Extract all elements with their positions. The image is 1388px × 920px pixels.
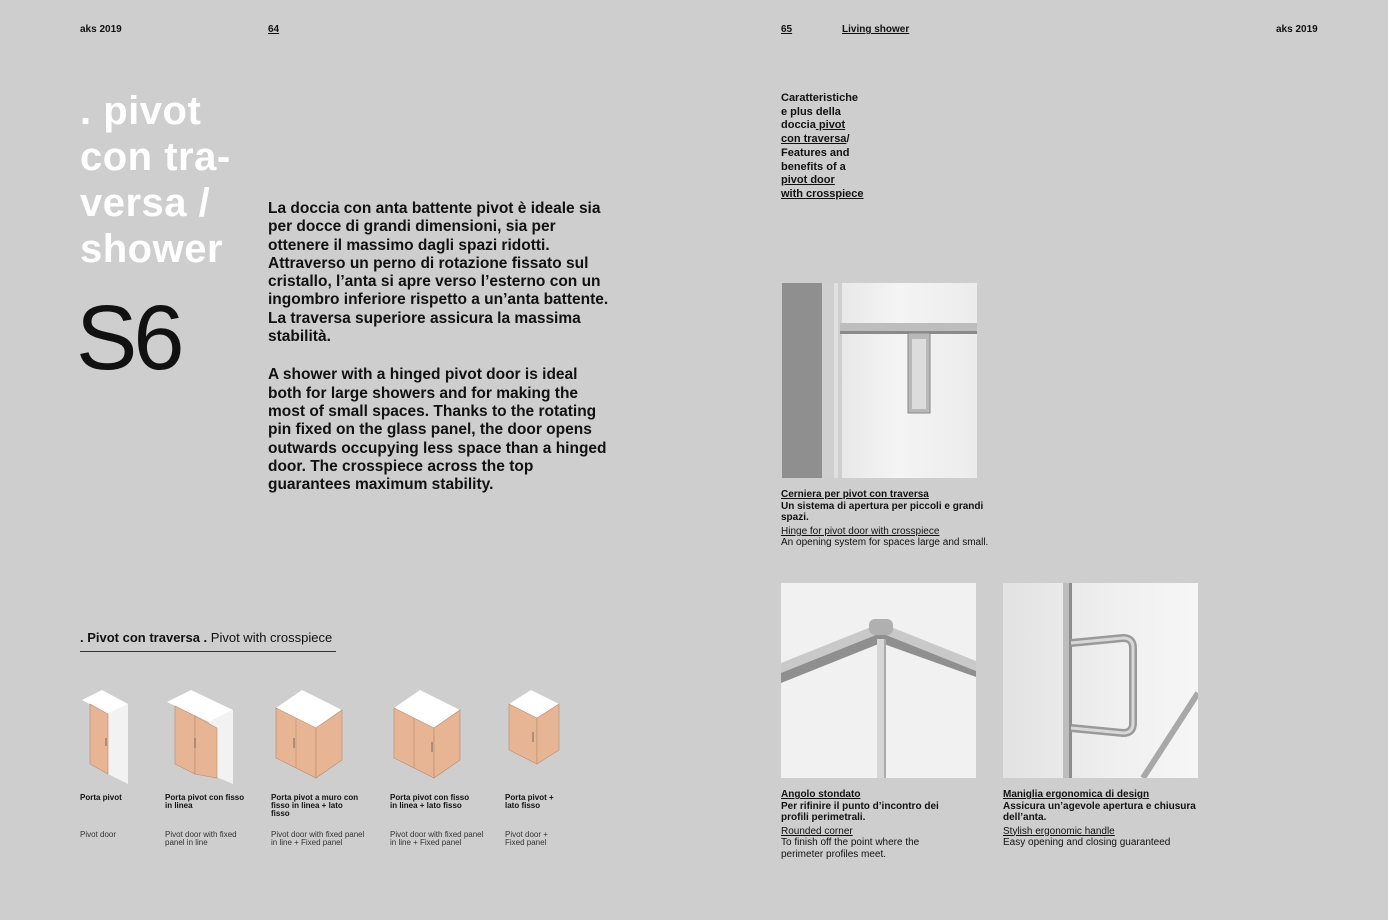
caption-en-title: Stylish ergonomic handle bbox=[1003, 825, 1115, 837]
intro-it: La doccia con anta battente pivot è ideale sia per docce di grandi dimensioni, sia per ottenere il massimo dagli spazi ridotti. Attraverso un perno di rotazione fissato sul cristallo, l’anta si apre verso l’esterno con un ingombro inferiore rispetto a un’anta battente. La traversa superiore assicura la massima stabilità. bbox=[268, 200, 609, 346]
features-heading bbox=[781, 92, 901, 202]
title-line: con tra- bbox=[80, 135, 231, 179]
caption-en: Easy opening and closing guaranteed bbox=[1003, 837, 1171, 848]
page-number-right: 65 bbox=[781, 24, 793, 35]
page-number-left: 64 bbox=[268, 24, 280, 35]
config-label-it: Porta pivot con fisso in linea + lato fisso bbox=[390, 793, 470, 810]
caption-en-title: Hinge for pivot door with crosspiece bbox=[781, 525, 940, 537]
brand-year: 2019 bbox=[99, 24, 122, 35]
config-diagram-3 bbox=[272, 688, 382, 784]
title-line: versa / bbox=[80, 181, 211, 225]
features-word: doccia bbox=[781, 119, 816, 132]
config-label-it: Porta pivot + lato fisso bbox=[505, 793, 554, 810]
features-slash: / bbox=[846, 133, 850, 146]
config-label-en: Pivot door with fixed panel in line + Fixed panel bbox=[390, 830, 484, 847]
caption-rounded-corner bbox=[781, 789, 951, 860]
features-link: con traversa bbox=[781, 133, 847, 146]
features-line: with crosspiece bbox=[781, 187, 864, 200]
config-label-en: Pivot door bbox=[80, 830, 117, 839]
features-link: pivot bbox=[815, 119, 846, 132]
page-title bbox=[80, 88, 270, 272]
configs-label-en: Pivot with crosspiece bbox=[210, 630, 333, 645]
config-diagram-2 bbox=[165, 688, 275, 784]
title-line: . pivot bbox=[80, 89, 202, 133]
caption-title: Maniglia ergonomica di design bbox=[1003, 789, 1150, 800]
config-diagram-5 bbox=[505, 688, 615, 768]
features-line: e plus della bbox=[781, 105, 841, 118]
caption-hinge bbox=[781, 489, 1001, 549]
caption-en: An opening system for spaces large and small. bbox=[781, 537, 989, 548]
config-label-it: Porta pivot con fisso in linea bbox=[165, 793, 245, 810]
caption-title: Angolo stondato bbox=[781, 789, 861, 800]
caption-it: Assicura un’agevole apertura e chiusura dell’anta. bbox=[1003, 800, 1196, 823]
brand-year: 2019 bbox=[1295, 24, 1318, 35]
config-label-en: Pivot door with fixed panel in line + Fixed panel bbox=[271, 830, 365, 847]
features-line: Caratteristiche bbox=[781, 92, 859, 104]
config-label-it: Porta pivot bbox=[80, 793, 122, 802]
config-label-en: Pivot door + Fixed panel bbox=[505, 830, 548, 847]
caption-it: Per rifinire il punto d’incontro dei profili perimetrali. bbox=[781, 800, 939, 823]
model-code: S6 bbox=[76, 287, 181, 389]
configs-label-it: . Pivot con traversa . bbox=[80, 630, 208, 645]
features-line: Features and bbox=[781, 146, 850, 159]
photo-handle bbox=[1003, 583, 1198, 778]
header-brand-right bbox=[1276, 24, 1318, 35]
section-title: Living shower bbox=[842, 24, 910, 35]
intro-en: A shower with a hinged pivot door is ideal both for large showers and for making the most of small spaces. Thanks to the rotating pin fixed on the glass panel, the door opens outwards occupying less space than a hinged door. The crosspiece across the top guarantees maximum stability. bbox=[268, 366, 607, 494]
features-line: benefits of a bbox=[781, 160, 846, 173]
brand-name: aks bbox=[80, 24, 97, 35]
caption-title: Cerniera per pivot con traversa bbox=[781, 489, 929, 500]
caption-en: To finish off the point where the perimeter profiles meet. bbox=[781, 837, 920, 860]
features-line: pivot door bbox=[781, 174, 835, 187]
config-diagram-4 bbox=[390, 688, 500, 784]
title-line: shower bbox=[80, 227, 224, 271]
caption-it: Un sistema di apertura per piccoli e grandi spazi. bbox=[781, 500, 984, 523]
config-label-it: Porta pivot a muro con fisso in linea + lato fisso bbox=[271, 793, 359, 818]
config-label-en: Pivot door with fixed panel in line bbox=[165, 830, 237, 847]
configs-section-title bbox=[80, 630, 336, 652]
features-line bbox=[781, 119, 901, 133]
brand-name: aks bbox=[1276, 24, 1293, 35]
photo-hinge bbox=[782, 283, 977, 478]
caption-en-title: Rounded corner bbox=[781, 825, 853, 837]
photo-rounded-corner bbox=[781, 583, 976, 778]
caption-handle bbox=[1003, 789, 1203, 849]
intro-text bbox=[268, 200, 613, 514]
features-line bbox=[781, 133, 901, 147]
header-brand-left bbox=[80, 24, 122, 35]
